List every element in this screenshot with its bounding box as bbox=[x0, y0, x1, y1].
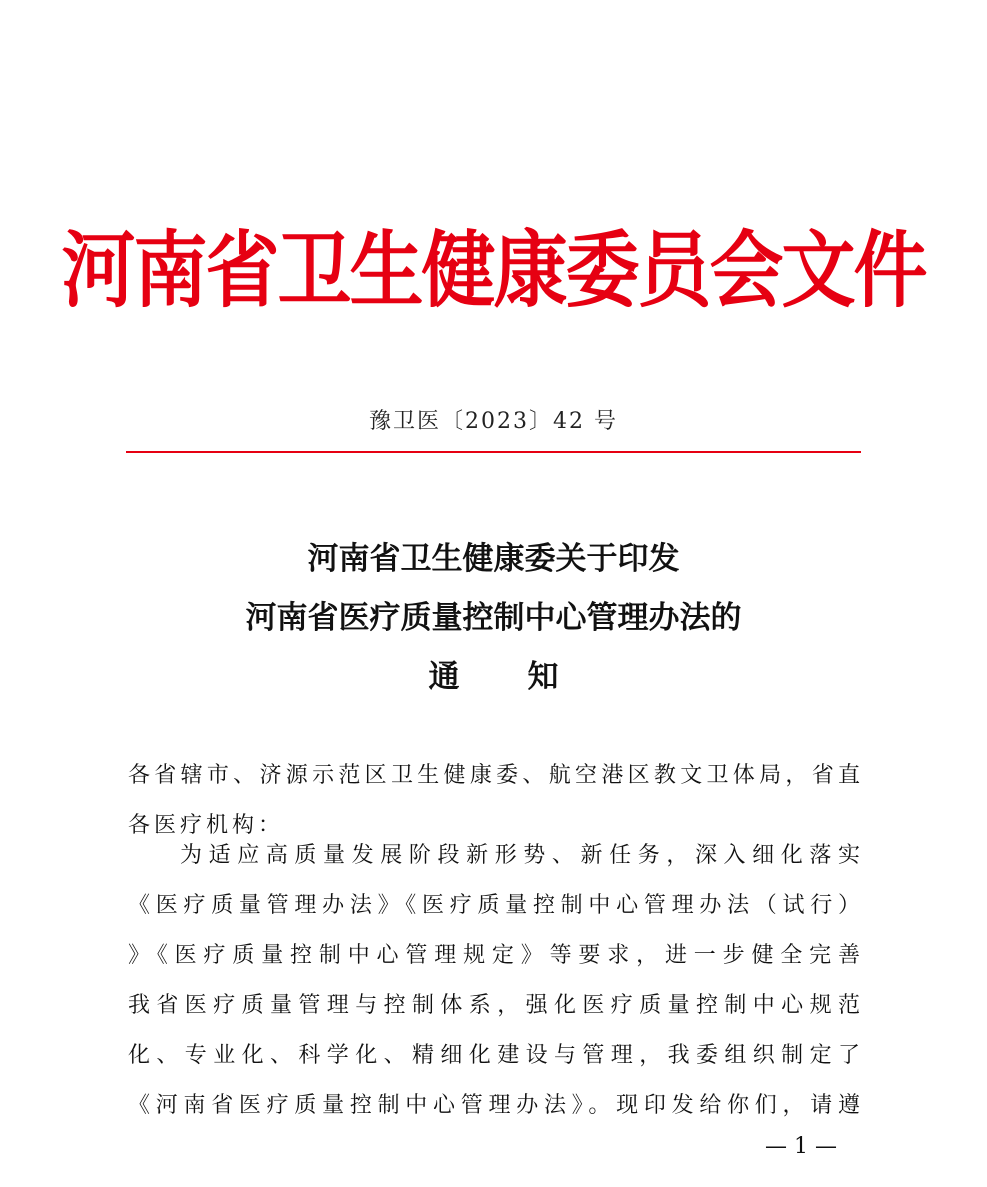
body-paragraph-line-6: 《河南省医疗质量控制中心管理办法》。现印发给你们，请遵 bbox=[128, 1093, 860, 1118]
notice-title-line-3 bbox=[0, 655, 987, 699]
salutation-line-2: 各医疗机构： bbox=[128, 813, 285, 838]
document-number: 豫卫医〔2023〕42 号 bbox=[369, 409, 618, 434]
body-paragraph-line-2: 《医疗质量管理办法》《医疗质量控制中心管理办法（试行） bbox=[128, 893, 860, 918]
masthead-title: 河南省卫生健康委员会文件 bbox=[61, 222, 926, 320]
red-divider-line bbox=[126, 451, 861, 453]
body-paragraph-line-3: 》《医疗质量控制中心管理规定》等要求，进一步健全完善 bbox=[128, 943, 860, 968]
body-paragraph-line-1: 为适应高质量发展阶段新形势、新任务，深入细化落实 bbox=[180, 843, 860, 868]
salutation-line-1: 各省辖市、济源示范区卫生健康委、航空港区教文卫体局，省直 bbox=[128, 763, 860, 788]
notice-title-char-2: 知 bbox=[527, 659, 559, 695]
notice-title-char-1: 通 bbox=[428, 659, 460, 695]
notice-title-line-1: 河南省卫生健康委关于印发 bbox=[307, 541, 680, 577]
notice-title-line-2: 河南省医疗质量控制中心管理办法的 bbox=[245, 600, 742, 636]
page-number: — 1 — bbox=[765, 1134, 837, 1159]
body-paragraph-line-5: 化、专业化、科学化、精细化建设与管理，我委组织制定了 bbox=[128, 1043, 860, 1068]
body-paragraph-line-4: 我省医疗质量管理与控制体系，强化医疗质量控制中心规范 bbox=[128, 993, 860, 1018]
